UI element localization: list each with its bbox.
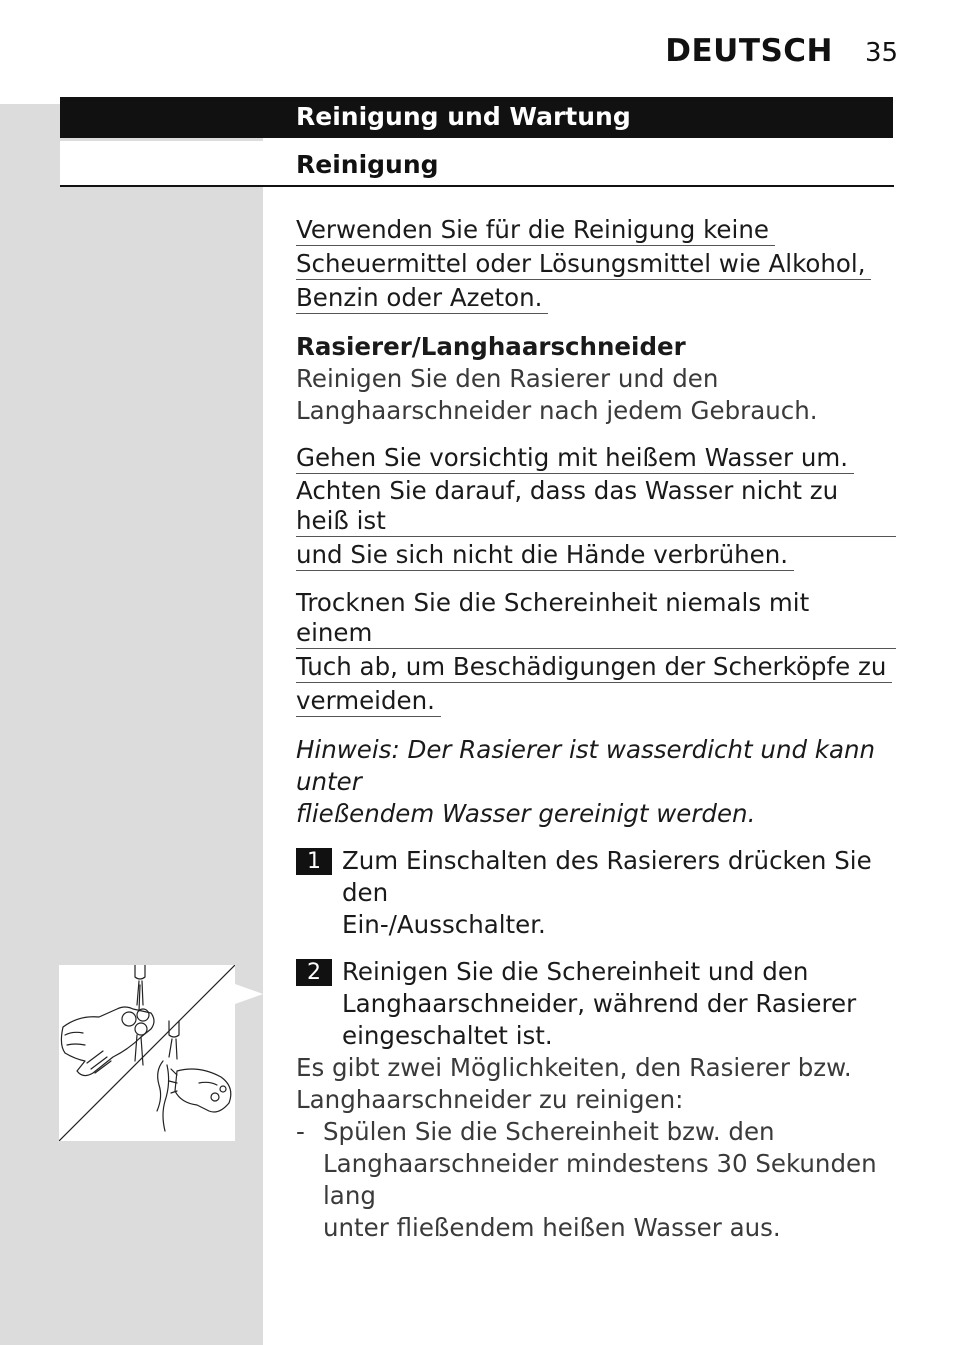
language-header: DEUTSCH [665,33,833,69]
step-text-line: eingeschaltet ist. [342,1021,553,1050]
warning-block-hot-water [296,442,896,573]
step-2 [296,956,896,1052]
trimmer-rinse-scene [157,1021,231,1131]
subheading-rule [60,185,894,187]
subheading-margin-block [60,141,263,186]
warning-line: Achten Sie darauf, dass das Wasser nicht zu heiß ist [296,476,896,537]
step-2-followup [296,1052,896,1244]
bullet-dash: - [296,1117,305,1146]
bullet-line: Spülen Sie die Schereinheit bzw. den [323,1117,775,1146]
warning-line: Trocknen Sie die Schereinheit niemals mit einem [296,588,896,649]
bullet-line: Langhaarschneider mindestens 30 Sekunden lang [323,1149,877,1210]
shaver-trimmer-text-line: Langhaarschneider nach jedem Gebrauch. [296,396,818,425]
shaver-trimmer-text-line: Reinigen Sie den Rasierer und den [296,364,719,393]
warning-block-cleaning-agents [296,214,896,316]
warning-line: vermeiden. [296,686,441,717]
step-text-line: Zum Einschalten des Rasierers drücken Sie den [342,846,872,907]
note-line: Hinweis: Der Rasierer ist wasserdicht und kann unter [296,735,876,796]
step-text-line: Langhaarschneider, während der Rasierer [342,989,857,1018]
step-number-badge: 2 [296,959,332,986]
warning-line: und Sie sich nicht die Hände verbrühen. [296,540,794,571]
warning-line: Tuch ab, um Beschädigungen der Scherköpfe zu [296,652,892,683]
shaver-trimmer-block [296,331,896,427]
shaver-trimmer-heading: Rasierer/Langhaarschneider [296,332,686,361]
bullet-item [296,1116,896,1244]
divider-diagonal [59,965,235,1141]
section-title-bar [60,97,893,138]
followup-line: Es gibt zwei Möglichkeiten, den Rasierer bzw. [296,1053,852,1082]
warning-block-drying [296,588,896,719]
warning-line: Verwenden Sie für die Reinigung keine [296,215,775,246]
bullet-line: unter fließendem heißen Wasser aus. [323,1213,781,1242]
step-1 [296,845,896,941]
main-content [296,214,896,1244]
illustration-pointer [235,984,263,1004]
section-title: Reinigung und Wartung [296,102,631,131]
warning-line: Benzin oder Azeton. [296,283,548,314]
followup-line: Langhaarschneider zu reinigen: [296,1085,684,1114]
rinsing-shaver-under-tap-illustration-icon [59,965,235,1141]
step-number-badge: 1 [296,848,332,875]
warning-line: Scheuermittel oder Lösungsmittel wie Alkohol, [296,249,871,280]
step-text-line: Ein-/Ausschalter. [342,910,546,939]
subheading: Reinigung [296,150,439,179]
step-text-line: Reinigen Sie die Schereinheit und den [342,957,809,986]
page-number: 35 [865,38,899,68]
shaver-head-rinse-scene [61,965,154,1076]
left-margin-panel [0,104,263,1345]
warning-line: Gehen Sie vorsichtig mit heißem Wasser um. [296,443,854,474]
note-line: fließendem Wasser gereinigt werden. [296,799,756,828]
rinsing-illustration [59,965,235,1141]
note-block [296,734,896,830]
